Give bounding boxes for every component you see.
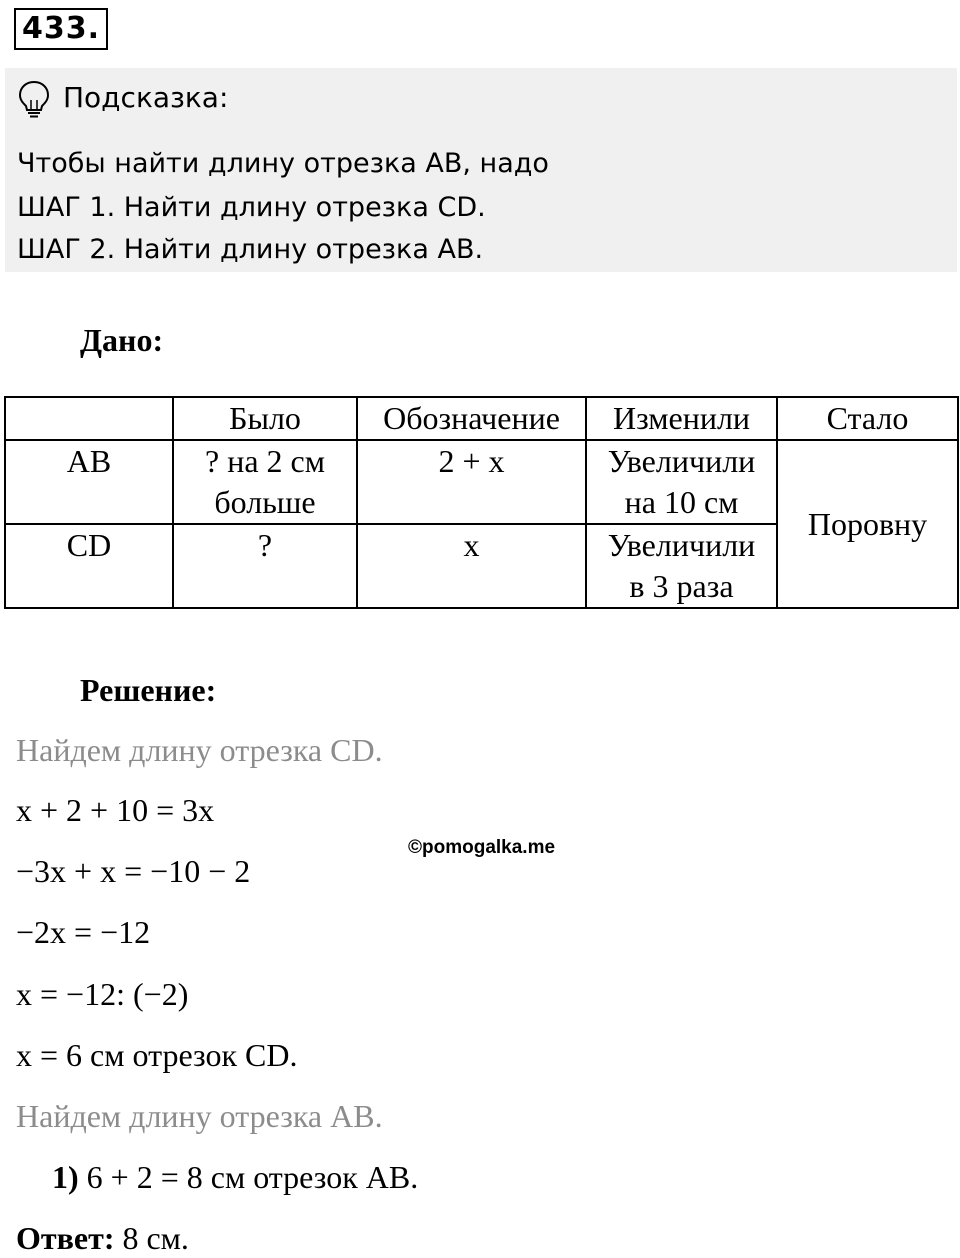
cell-line: в 3 раза: [629, 568, 734, 604]
table-header-row: [5, 397, 958, 440]
hint-step-2: [17, 232, 483, 268]
step-text: 6 + 2 = 8 см отрезок АВ.: [78, 1159, 419, 1195]
hint-step-2-text: Найти длину отрезка АВ.: [115, 234, 484, 265]
row-name-cell: АВ: [5, 440, 173, 524]
solution-line: x + 2 + 10 = 3x: [16, 792, 215, 828]
hint-step-1-text: Найти длину отрезка CD.: [115, 192, 486, 223]
row-notation-cell: x: [357, 524, 586, 608]
hint-title: Подсказка:: [63, 81, 229, 114]
row-changed-cell: [586, 440, 777, 524]
hint-step-1-label: ШАГ 1.: [17, 192, 116, 223]
solution-line: x = 6 см отрезок CD.: [16, 1037, 298, 1073]
table-header-cell: [5, 397, 173, 440]
cell-line: ? на 2 см: [205, 443, 325, 479]
row-changed-cell: [586, 524, 777, 608]
table-row: [5, 440, 958, 524]
answer-line: [16, 1218, 189, 1258]
solution-line: x = −12: (−2): [16, 976, 189, 1012]
given-table: [4, 396, 959, 609]
hint-intro: Чтобы найти длину отрезка АВ, надо: [17, 148, 549, 179]
cell-line: Увеличили: [607, 443, 756, 479]
row-was-cell: ?: [173, 524, 357, 608]
cell-line: Увеличили: [607, 527, 756, 563]
hint-step-2-label: ШАГ 2.: [17, 234, 116, 265]
table-header-cell: Изменили: [586, 397, 777, 440]
answer-text: 8 см.: [114, 1220, 189, 1256]
hint-step-1: [17, 190, 486, 226]
table-header-cell: Стало: [777, 397, 958, 440]
solution-line: −3x + x = −10 − 2: [16, 853, 251, 889]
solution-line: Найдем длину отрезка CD.: [16, 732, 383, 768]
cell-line: на 10 см: [624, 484, 739, 520]
watermark: ©pomogalka.me: [408, 837, 556, 858]
solution-line: −2x = −12: [16, 914, 151, 950]
given-title: Дано:: [80, 322, 164, 358]
solution-line: Найдем длину отрезка АВ.: [16, 1098, 383, 1134]
solution-step-1: [52, 1157, 418, 1197]
result-cell: Поровну: [777, 440, 958, 608]
table-header-cell: Обозначение: [357, 397, 586, 440]
problem-number: 433.: [14, 8, 108, 50]
hint-box: [5, 68, 957, 272]
solution-title: Решение:: [80, 672, 217, 708]
row-name-cell: CD: [5, 524, 173, 608]
table-header-cell: Было: [173, 397, 357, 440]
row-was-cell: [173, 440, 357, 524]
row-notation-cell: 2 + x: [357, 440, 586, 524]
answer-label: Ответ:: [16, 1220, 115, 1256]
cell-line: больше: [214, 484, 316, 520]
lightbulb-icon: [17, 80, 51, 118]
step-label: 1): [52, 1159, 79, 1195]
